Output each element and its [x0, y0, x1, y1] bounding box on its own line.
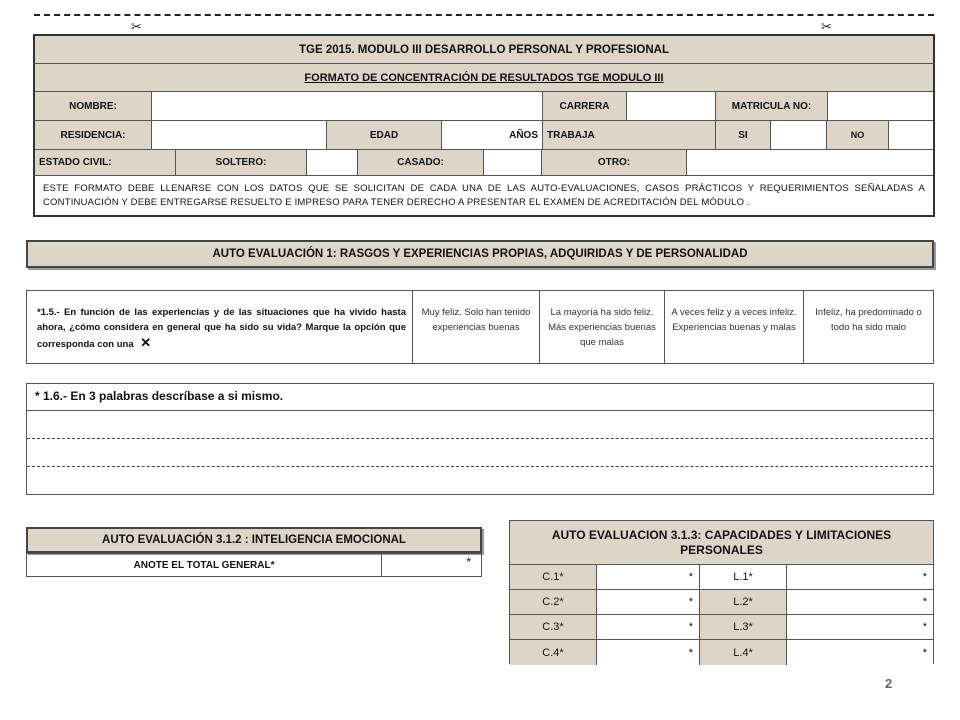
question-1-6 — [26, 383, 934, 495]
l2-field[interactable]: * — [787, 590, 933, 614]
registration-form — [33, 34, 935, 217]
table-row — [510, 615, 933, 640]
trabaja-label: TRABAJA — [543, 121, 716, 149]
otro-label: OTRO: — [542, 150, 687, 175]
scissors-icon: ✂ — [821, 19, 832, 34]
civil-status-row — [35, 150, 933, 176]
no-field[interactable] — [889, 121, 933, 149]
si-label: SI — [716, 121, 771, 149]
c3-label: C.3* — [510, 615, 597, 639]
casado-label: CASADO: — [358, 150, 484, 175]
table-row — [510, 640, 933, 665]
c3-field[interactable]: * — [597, 615, 700, 639]
table-row — [510, 590, 933, 615]
question-1-5-text: *1.5.- En función de las experiencias y de las situaciones que ha vivido hasta ahora, ¿cómo considera en general que ha sido su vida? Marque la opción que corresponda con una ✕ — [27, 291, 413, 363]
estado-civil-label: ESTADO CIVIL: — [35, 150, 176, 175]
answer-line-2[interactable] — [27, 439, 933, 467]
c2-field[interactable]: * — [597, 590, 700, 614]
question-1-5 — [26, 290, 934, 364]
option-very-happy[interactable]: Muy feliz. Solo han tenido experiencias buenas — [413, 291, 540, 363]
total-field[interactable]: * — [466, 555, 471, 569]
c1-label: C.1* — [510, 565, 597, 589]
auto-eval-1-title: AUTO EVALUACIÓN 1: RASGOS Y EXPERIENCIAS PROPIAS, ADQUIRIDAS Y DE PERSONALIDAD — [26, 240, 934, 268]
instructions — [35, 176, 933, 217]
capabilities-title: AUTO EVALUACION 3.1.3: CAPACIDADES Y LIMITACIONES PERSONALES — [510, 521, 933, 565]
form-title: TGE 2015. MODULO III DESARROLLO PERSONAL Y PROFESIONAL — [35, 36, 933, 64]
otro-field[interactable] — [687, 150, 933, 175]
residencia-label: RESIDENCIA: — [35, 121, 152, 149]
nombre-label: NOMBRE: — [35, 92, 152, 120]
nombre-field[interactable] — [152, 92, 543, 120]
matricula-label: MATRICULA NO: — [716, 92, 828, 120]
l3-label: L.3* — [700, 615, 787, 639]
capabilities-table — [509, 520, 934, 664]
residencia-field[interactable] — [152, 121, 327, 149]
answer-line-3[interactable] — [27, 467, 933, 494]
residence-row — [35, 121, 933, 150]
c4-field[interactable]: * — [597, 640, 700, 665]
answer-line-1[interactable] — [27, 411, 933, 439]
option-mostly-happy[interactable]: La mayoría ha sido feliz. Más experiencias buenas que malas — [540, 291, 665, 363]
l4-label: L.4* — [700, 640, 787, 665]
emotional-intelligence-title: AUTO EVALUACIÓN 3.1.2 : INTELIGENCIA EMOCIONAL — [26, 527, 482, 553]
form-subtitle: FORMATO DE CONCENTRACIÓN DE RESULTADOS TGE MODULO III — [35, 64, 933, 92]
c4-label: C.4* — [510, 640, 597, 665]
l3-field[interactable]: * — [787, 615, 933, 639]
no-label: NO — [827, 121, 889, 149]
l4-field[interactable]: * — [787, 640, 933, 665]
c2-label: C.2* — [510, 590, 597, 614]
soltero-label: SOLTERO: — [176, 150, 307, 175]
carrera-field[interactable] — [627, 92, 716, 120]
name-row — [35, 92, 933, 121]
l1-field[interactable]: * — [922, 571, 927, 583]
edad-label: EDAD — [327, 121, 442, 149]
scissors-icon: ✂ — [131, 19, 142, 34]
l1-label: L.1* — [700, 565, 787, 589]
page-number: 2 — [885, 676, 893, 691]
emotional-intelligence-total — [26, 553, 482, 577]
x-mark-icon: ✕ — [140, 335, 152, 350]
option-unhappy[interactable]: Infeliz, ha predominado o todo ha sido malo — [815, 307, 922, 333]
cut-line — [34, 14, 934, 16]
si-field[interactable] — [771, 121, 827, 149]
table-row — [510, 565, 933, 590]
option-mixed[interactable]: A veces feliz y a veces infeliz. Experiencias buenas y malas — [665, 291, 804, 363]
anos-label: AÑOS — [442, 121, 543, 149]
instructions-text: ESTE FORMATO DEBE LLENARSE CON LOS DATOS QUE SE SOLICITAN DE CADA UNA DE LAS AUTO-EVALUACIONES, CASOS PRÁCTICOS Y REQUERIMIENTOS SEÑALADAS A CONTINUACIÓN Y DEBE ENTREGARSE RESUELTO E IMPRESO PARA TENER DERECHO A PRESENTAR EL EXAMEN DE ACREDITACIÓN DEL MÓDULO . — [43, 183, 925, 208]
matricula-field[interactable] — [828, 92, 933, 120]
total-label: ANOTE EL TOTAL GENERAL* — [27, 554, 382, 576]
l2-label: L.2* — [700, 590, 787, 614]
c1-field[interactable]: * — [597, 565, 700, 589]
question-1-6-text: * 1.6.- En 3 palabras descríbase a si mismo. — [27, 384, 933, 411]
carrera-label: CARRERA — [543, 92, 627, 120]
casado-field[interactable] — [484, 150, 542, 175]
soltero-field[interactable] — [307, 150, 358, 175]
